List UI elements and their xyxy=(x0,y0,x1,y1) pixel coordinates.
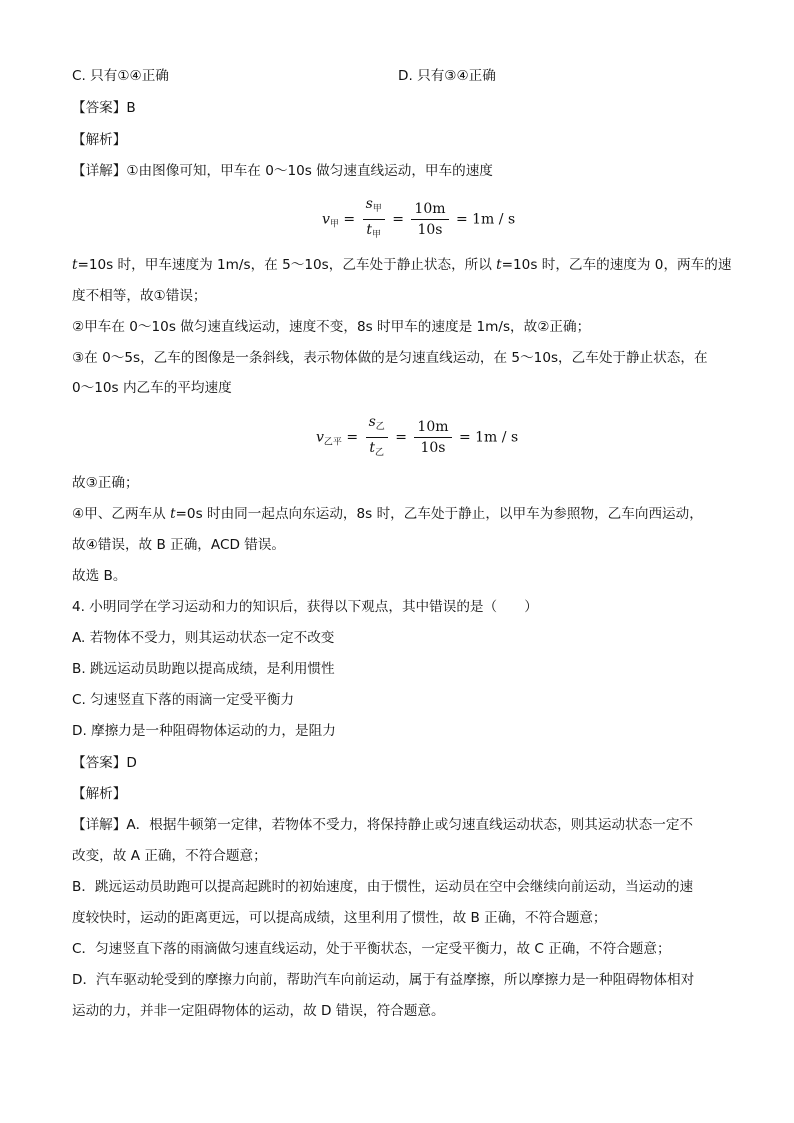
analysis-label: 【解析】 xyxy=(72,132,127,148)
option-a: A. 若物体不受力，则其运动状态一定不改变 xyxy=(72,630,335,646)
detail-line: D．汽车驱动轮受到的摩擦力向前，帮助汽车向前运动，属于有益摩擦，所以摩擦力是一种阻碍物体相对 xyxy=(72,972,695,988)
eq-rhs: = 1m / s xyxy=(455,211,516,228)
detail-line: 度较快时，运动的距离更远，可以提高成绩，这里利用了惯性，故 B 正确，不符合题意； xyxy=(72,910,607,926)
answer-label: 【答案】D xyxy=(72,755,137,771)
eq-lhs-var: v xyxy=(322,211,330,228)
var-t: t xyxy=(72,257,78,273)
eq-den-var: t xyxy=(366,222,372,238)
eq-den-sub: 甲 xyxy=(371,230,381,240)
text-segment: =10s 时，乙车的速度为 0，两车的速 xyxy=(501,257,732,273)
detail-line: 【详解】A．根据牛顿第一定律，若物体不受力，将保持静止或匀速直线运动状态，则其运动状态一定不 xyxy=(72,817,694,833)
detail-line: 度不相等，故①错误； xyxy=(72,288,207,304)
detail-line: 改变，故 A 正确，不符合题意； xyxy=(72,848,267,864)
eq-lhs-sub: 甲 xyxy=(329,219,339,230)
detail-line: 故选 B。 xyxy=(72,568,127,584)
detail-line: 0～10s 内乙车的平均速度 xyxy=(72,380,232,396)
detail-line: 故③正确； xyxy=(72,475,139,491)
detail-line: 【详解】①由图像可知，甲车在 0～10s 做匀速直线运动，甲车的速度 xyxy=(72,163,493,179)
question-stem: 4. 小明同学在学习运动和力的知识后，获得以下观点，其中错误的是（ ） xyxy=(72,599,538,615)
eq-den-var: t xyxy=(369,440,375,456)
detail-line xyxy=(72,255,731,275)
var-t: t xyxy=(170,506,176,522)
eq-num-var: s xyxy=(368,414,376,430)
detail-line: 故④错误，故 B 正确，ACD 错误。 xyxy=(72,537,286,553)
option-c: C. 只有①④正确 xyxy=(72,68,169,84)
detail-line: ②甲车在 0～10s 做匀速直线运动，速度不变，8s 时甲车的速度是 1m/s，故②正确； xyxy=(72,319,591,335)
var-t: t xyxy=(496,257,502,273)
fraction-values xyxy=(414,419,451,456)
eq-den-value: 10s xyxy=(420,440,446,456)
option-b: B. 跳远运动员助跑以提高成绩，是利用惯性 xyxy=(72,661,335,677)
detail-line: 运动的力，并非一定阻碍物体的运动，故 D 错误，符合题意。 xyxy=(72,1003,445,1019)
fraction-values xyxy=(411,201,448,238)
detail-line: C．匀速竖直下落的雨滴做匀速直线运动，处于平衡状态，一定受平衡力，故 C 正确，不符合题意； xyxy=(72,941,671,957)
option-d: D. 只有③④正确 xyxy=(398,68,496,84)
fraction xyxy=(363,196,385,243)
detail-line: ③在 0～5s，乙车的图像是一条斜线，表示物体做的是匀速直线运动，在 5～10s，乙车处于静止状态，在 xyxy=(72,350,708,366)
eq-lhs-sub: 乙平 xyxy=(323,437,342,448)
equation-velocity-yi: $v_{乙平}$ = $\frac{s_乙}{t_乙}$ = $\frac{10m}{10s}$ = 1m / s xyxy=(316,414,518,461)
eq-den-value: 10s xyxy=(417,222,443,238)
option-c: C. 匀速竖直下落的雨滴一定受平衡力 xyxy=(72,692,295,708)
eq-num-value: 10m xyxy=(414,419,451,438)
eq-num-var: s xyxy=(365,196,373,212)
option-d: D. 摩擦力是一种阻碍物体运动的力，是阻力 xyxy=(72,723,336,739)
text-segment: =10s 时，甲车速度为 1m/s，在 5～10s，乙车处于静止状态，所以 xyxy=(77,257,497,273)
detail-line: B．跳远运动员助跑可以提高起跳时的初始速度，由于惯性，运动员在空中会继续向前运动，当运动的速 xyxy=(72,879,694,895)
analysis-label: 【解析】 xyxy=(72,786,127,802)
detail-line xyxy=(72,504,703,524)
eq-num-sub: 乙 xyxy=(375,422,385,432)
equation-velocity-jia: $v_甲$ = $\frac{s_甲}{t_甲}$ = $\frac{10m}{10s}$ = 1m / s xyxy=(322,196,515,243)
fraction xyxy=(366,414,388,461)
text-segment: =0s 时由同一起点向东运动，8s 时，乙车处于静止，以甲车为参照物，乙车向西运动， xyxy=(175,506,703,522)
answer-label: 【答案】B xyxy=(72,100,136,116)
eq-den-sub: 乙 xyxy=(374,448,384,458)
eq-rhs: = 1m / s xyxy=(458,429,519,446)
eq-num-value: 10m xyxy=(411,201,448,220)
eq-lhs-var: v xyxy=(316,429,324,446)
eq-num-sub: 甲 xyxy=(372,204,382,214)
text-segment: ④甲、乙两车从 xyxy=(72,506,171,522)
